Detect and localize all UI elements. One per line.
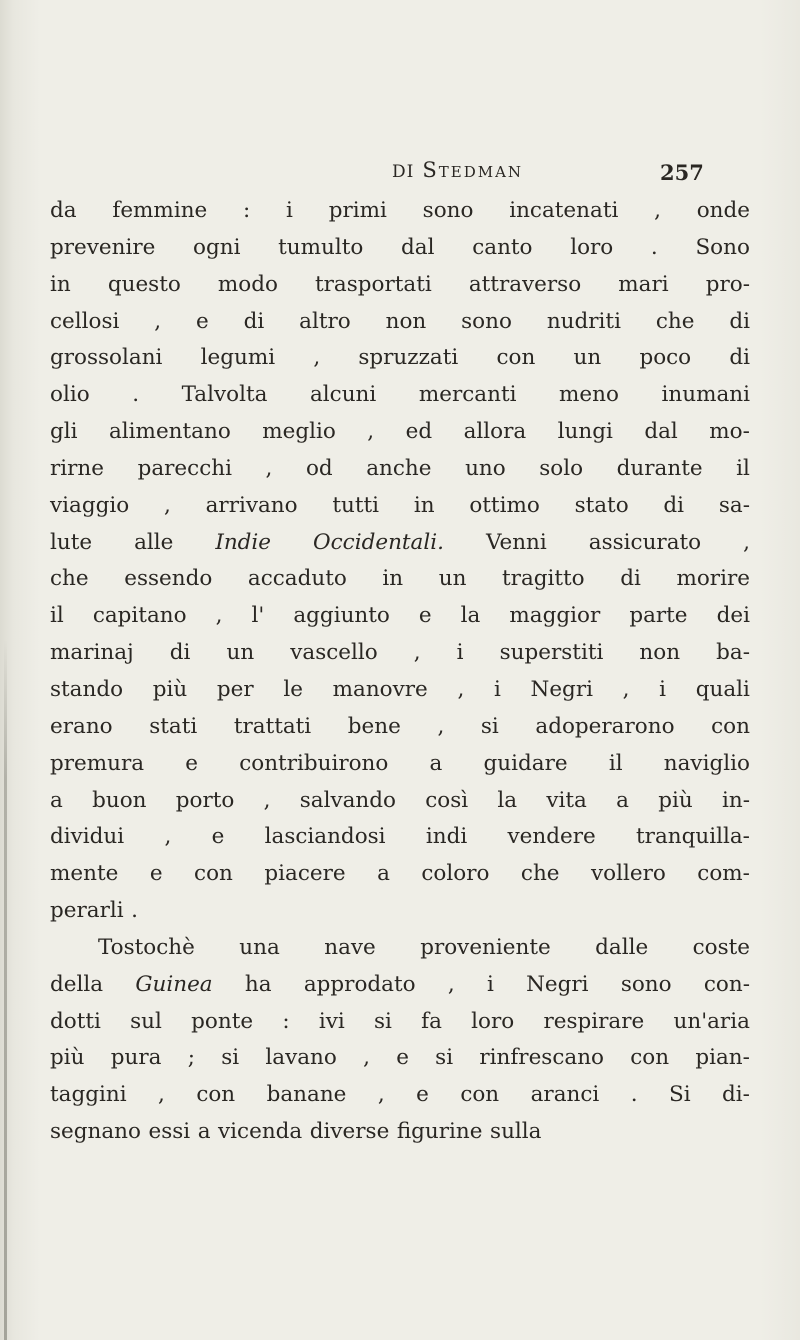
- text-line: da femmine : i primi sono incatenati , onde: [50, 198, 750, 223]
- text-line: della Guinea ha approdato , i Negri sono con-: [50, 971, 750, 997]
- text-line: il capitano , l' aggiunto e la maggior parte dei: [50, 603, 750, 629]
- body-text: [50, 193, 750, 1151]
- text-line: prevenire ogni tumulto dal canto loro . Sono: [50, 234, 750, 260]
- text-line: gli alimentano meglio , ed allora lungi dal mo-: [50, 419, 750, 445]
- text-line: grossolani legumi , spruzzati con un poco di: [50, 345, 750, 371]
- text-line: lute alle Indie Occidentali. Venni assicurato ,: [50, 529, 750, 555]
- page-header: [0, 158, 800, 198]
- page-number: 257: [660, 160, 704, 185]
- text-line: che essendo accaduto in un tragitto di morire: [50, 566, 750, 592]
- running-head-author: Stedman: [422, 158, 524, 182]
- text-line: premura e contribuirono a guidare il naviglio: [50, 750, 750, 776]
- text-line: dotti sul ponte : ivi si fa loro respirare un'aria: [50, 1008, 750, 1034]
- text-line: Tostochè una nave proveniente dalle coste: [98, 934, 750, 960]
- text-line: marinaj di un vascello , i superstiti non ba-: [50, 640, 750, 666]
- text-line: viaggio , arrivano tutti in ottimo stato di sa-: [50, 492, 750, 518]
- text-line: segnano essi a vicenda diverse figurine sulla: [50, 1119, 542, 1145]
- text-line: rirne parecchi , od anche uno solo durante il: [50, 455, 750, 481]
- text-line: stando più per le manovre , i Negri , i quali: [50, 676, 750, 702]
- text-line: in questo modo trasportati attraverso mari pro-: [50, 271, 750, 297]
- text-line: taggini , con banane , e con aranci . Si di-: [50, 1082, 750, 1108]
- text-line: cellosi , e di altro non sono nudriti che di: [50, 308, 750, 334]
- text-line: più pura ; si lavano , e si rinfrescano con pian-: [50, 1045, 750, 1071]
- running-head: [392, 158, 523, 182]
- running-head-prefix: DI: [392, 162, 415, 182]
- text-line: dividui , e lasciandosi indi vendere tranquilla-: [50, 824, 750, 850]
- text-line: a buon porto , salvando così la vita a più in-: [50, 787, 750, 813]
- text-line: mente e con piacere a coloro che vollero com-: [50, 861, 750, 887]
- text-line: olio . Talvolta alcuni mercanti meno inumani: [50, 382, 750, 408]
- text-line: perarli .: [50, 898, 138, 924]
- page-gutter-shadow: [4, 640, 7, 1340]
- text-line: erano stati trattati bene , si adoperarono con: [50, 713, 750, 739]
